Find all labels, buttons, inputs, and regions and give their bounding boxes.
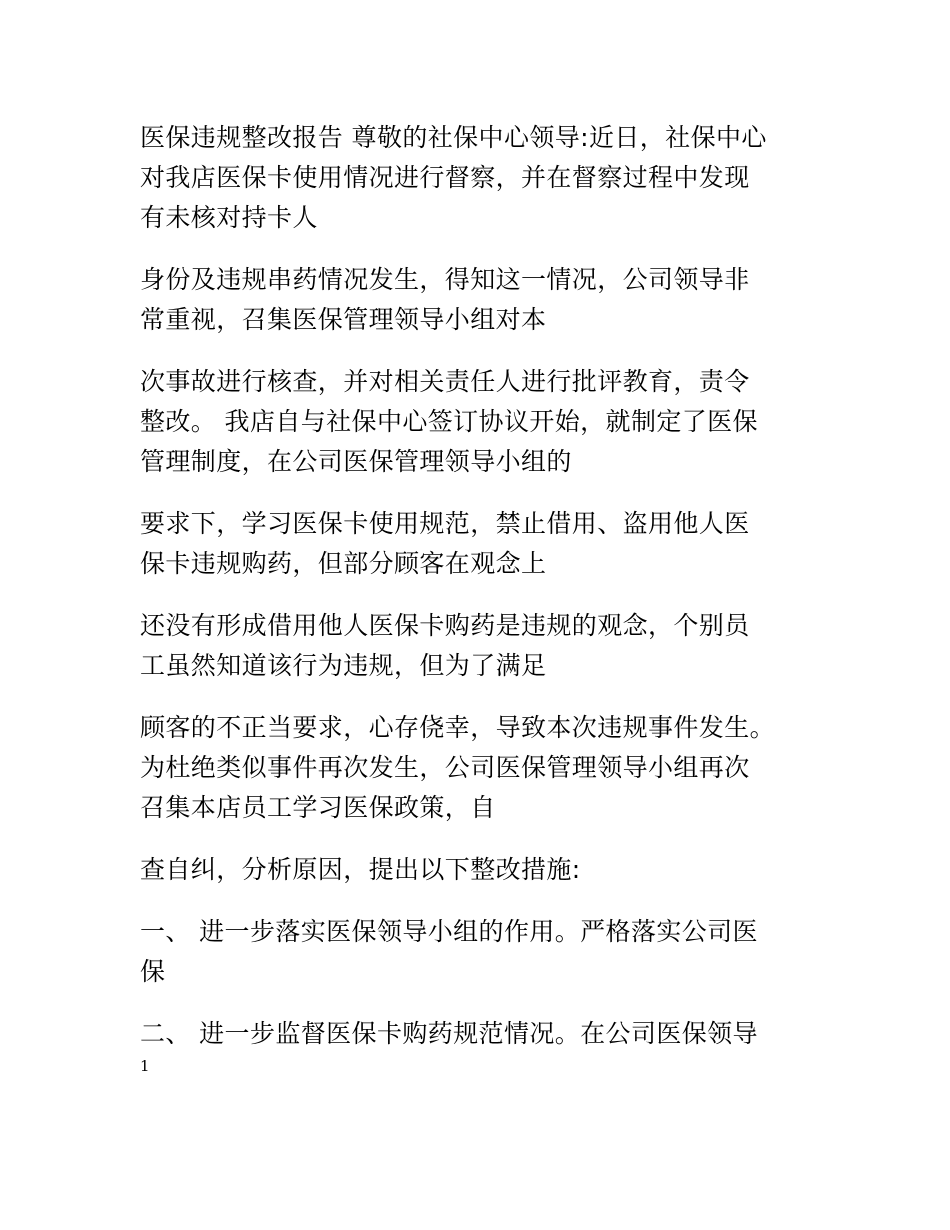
text-line: 保 [140,957,166,986]
paragraph [140,260,820,340]
text-line: 身份及违规串药情况发生，得知这一情况，公司领导非 [140,265,750,294]
text-line: 还没有形成借用他人医保卡购药是违规的观念，个别员 [140,611,750,640]
text-line: 对我店医保卡使用情况进行督察，并在督察过程中发现 [140,163,750,192]
paragraph [140,912,820,992]
text-line: 为杜绝类似事件再次发生，公司医保管理领导小组再次 [140,753,750,782]
text-line: 医保违规整改报告 尊敬的社保中心领导:近日，社保中心 [140,123,767,152]
text-line: 有未核对持卡人 [140,203,318,232]
text-line: 二、 进一步监督医保卡购药规范情况。在公司医保领导 [140,1019,758,1048]
text-line: 要求下，学习医保卡使用规范，禁止借用、盗用他人医 [140,509,750,538]
text-line: 召集本店员工学习医保政策，自 [140,793,496,822]
page-number: 1 [140,1057,150,1075]
text-line: 次事故进行核查，并对相关责任人进行批评教育，责令 [140,367,750,396]
text-line: 顾客的不正当要求，心存侥幸，导致本次违规事件发生。 [140,713,776,742]
paragraph [140,362,820,482]
text-line: 保卡违规购药，但部分顾客在观念上 [140,549,547,578]
paragraph [140,1014,820,1054]
text-line: 查自纠，分析原因，提出以下整改措施: [140,855,581,884]
paragraph [140,504,820,584]
text-line: 一、 进一步落实医保领导小组的作用。严格落实公司医 [140,917,758,946]
document-body [140,118,820,1076]
text-line: 常重视，召集医保管理领导小组对本 [140,305,547,334]
text-line: 整改。 我店自与社保中心签订协议开始，就制定了医保 [140,407,758,436]
paragraph [140,708,820,828]
paragraph [140,850,820,890]
paragraph [140,118,820,238]
text-line: 工虽然知道该行为违规，但为了满足 [140,651,547,680]
text-line: 管理制度，在公司医保管理领导小组的 [140,447,572,476]
paragraph [140,606,820,686]
